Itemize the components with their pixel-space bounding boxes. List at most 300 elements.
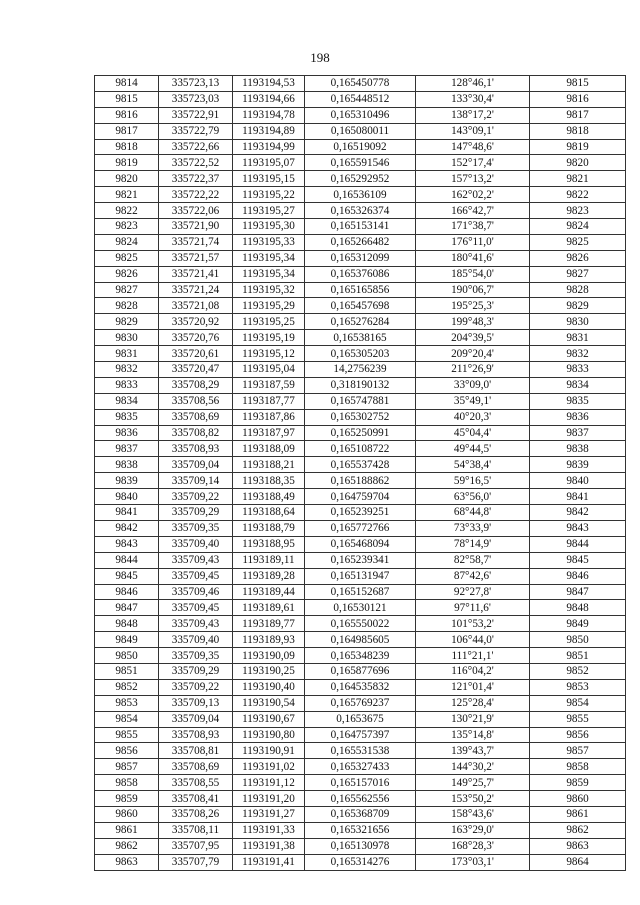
- next-point-cell: 9840: [530, 473, 626, 489]
- table-row: [95, 139, 626, 155]
- table-row: [95, 457, 626, 473]
- y-coordinate-cell: 1193188,95: [233, 536, 305, 552]
- point-number-cell: 9850: [95, 648, 159, 664]
- y-coordinate-cell: 1193189,61: [233, 600, 305, 616]
- distance-cell: 0,165188862: [305, 473, 416, 489]
- distance-cell: 14,2756239: [305, 362, 416, 378]
- direction-angle-cell: 163°29,0': [416, 822, 530, 838]
- next-point-cell: 9835: [530, 393, 626, 409]
- x-coordinate-cell: 335708,26: [159, 806, 233, 822]
- x-coordinate-cell: 335721,41: [159, 266, 233, 282]
- table-row: [95, 441, 626, 457]
- distance-cell: 0,165080011: [305, 123, 416, 139]
- direction-angle-cell: 153°50,2': [416, 791, 530, 807]
- distance-cell: 0,165772766: [305, 520, 416, 536]
- point-number-cell: 9854: [95, 711, 159, 727]
- x-coordinate-cell: 335709,40: [159, 536, 233, 552]
- y-coordinate-cell: 1193195,32: [233, 282, 305, 298]
- table-row: [95, 584, 626, 600]
- y-coordinate-cell: 1193195,12: [233, 346, 305, 362]
- direction-angle-cell: 190°06,7': [416, 282, 530, 298]
- table-row: [95, 838, 626, 854]
- x-coordinate-cell: 335709,14: [159, 473, 233, 489]
- distance-cell: 0,165769237: [305, 695, 416, 711]
- next-point-cell: 9864: [530, 854, 626, 870]
- y-coordinate-cell: 1193195,27: [233, 203, 305, 219]
- point-number-cell: 9856: [95, 743, 159, 759]
- direction-angle-cell: 166°42,7': [416, 203, 530, 219]
- x-coordinate-cell: 335721,90: [159, 219, 233, 235]
- y-coordinate-cell: 1193188,35: [233, 473, 305, 489]
- x-coordinate-cell: 335709,43: [159, 552, 233, 568]
- next-point-cell: 9846: [530, 568, 626, 584]
- y-coordinate-cell: 1193195,29: [233, 298, 305, 314]
- next-point-cell: 9816: [530, 91, 626, 107]
- next-point-cell: 9824: [530, 219, 626, 235]
- direction-angle-cell: 111°21,1': [416, 648, 530, 664]
- direction-angle-cell: 49°44,5': [416, 441, 530, 457]
- table-row: [95, 711, 626, 727]
- distance-cell: 0,165348239: [305, 648, 416, 664]
- direction-angle-cell: 106°44,0': [416, 632, 530, 648]
- table-row: [95, 298, 626, 314]
- point-number-cell: 9815: [95, 91, 159, 107]
- x-coordinate-cell: 335723,13: [159, 76, 233, 92]
- direction-angle-cell: 128°46,1': [416, 76, 530, 92]
- y-coordinate-cell: 1193188,79: [233, 520, 305, 536]
- y-coordinate-cell: 1193195,04: [233, 362, 305, 378]
- table-row: [95, 346, 626, 362]
- direction-angle-cell: 139°43,7': [416, 743, 530, 759]
- x-coordinate-cell: 335708,93: [159, 727, 233, 743]
- direction-angle-cell: 97°11,6': [416, 600, 530, 616]
- point-number-cell: 9821: [95, 187, 159, 203]
- table-row: [95, 536, 626, 552]
- direction-angle-cell: 130°21,9': [416, 711, 530, 727]
- direction-angle-cell: 149°25,7': [416, 775, 530, 791]
- x-coordinate-cell: 335709,43: [159, 616, 233, 632]
- x-coordinate-cell: 335708,69: [159, 759, 233, 775]
- table-row: [95, 632, 626, 648]
- direction-angle-cell: 45°04,4': [416, 425, 530, 441]
- x-coordinate-cell: 335708,56: [159, 393, 233, 409]
- point-number-cell: 9857: [95, 759, 159, 775]
- y-coordinate-cell: 1193195,19: [233, 330, 305, 346]
- y-coordinate-cell: 1193191,27: [233, 806, 305, 822]
- table-row: [95, 155, 626, 171]
- distance-cell: 0,165165856: [305, 282, 416, 298]
- table-row: [95, 330, 626, 346]
- x-coordinate-cell: 335720,76: [159, 330, 233, 346]
- distance-cell: 0,165531538: [305, 743, 416, 759]
- x-coordinate-cell: 335709,45: [159, 600, 233, 616]
- table-row: [95, 362, 626, 378]
- point-number-cell: 9820: [95, 171, 159, 187]
- distance-cell: 0,318190132: [305, 377, 416, 393]
- y-coordinate-cell: 1193187,77: [233, 393, 305, 409]
- direction-angle-cell: 180°41,6': [416, 250, 530, 266]
- next-point-cell: 9820: [530, 155, 626, 171]
- point-number-cell: 9858: [95, 775, 159, 791]
- x-coordinate-cell: 335708,29: [159, 377, 233, 393]
- next-point-cell: 9829: [530, 298, 626, 314]
- point-number-cell: 9859: [95, 791, 159, 807]
- y-coordinate-cell: 1193191,33: [233, 822, 305, 838]
- point-number-cell: 9816: [95, 107, 159, 123]
- y-coordinate-cell: 1193189,93: [233, 632, 305, 648]
- point-number-cell: 9819: [95, 155, 159, 171]
- x-coordinate-cell: 335709,35: [159, 648, 233, 664]
- point-number-cell: 9825: [95, 250, 159, 266]
- table-row: [95, 219, 626, 235]
- direction-angle-cell: 152°17,4': [416, 155, 530, 171]
- point-number-cell: 9861: [95, 822, 159, 838]
- point-number-cell: 9830: [95, 330, 159, 346]
- table-row: [95, 679, 626, 695]
- x-coordinate-cell: 335709,22: [159, 679, 233, 695]
- y-coordinate-cell: 1193187,97: [233, 425, 305, 441]
- x-coordinate-cell: 335708,81: [159, 743, 233, 759]
- next-point-cell: 9819: [530, 139, 626, 155]
- direction-angle-cell: 92°27,8': [416, 584, 530, 600]
- next-point-cell: 9859: [530, 775, 626, 791]
- y-coordinate-cell: 1193188,21: [233, 457, 305, 473]
- distance-cell: 0,165457698: [305, 298, 416, 314]
- distance-cell: 0,1653675: [305, 711, 416, 727]
- table-row: [95, 505, 626, 521]
- x-coordinate-cell: 335721,24: [159, 282, 233, 298]
- point-number-cell: 9847: [95, 600, 159, 616]
- point-number-cell: 9840: [95, 489, 159, 505]
- x-coordinate-cell: 335709,22: [159, 489, 233, 505]
- table-row: [95, 600, 626, 616]
- y-coordinate-cell: 1193189,11: [233, 552, 305, 568]
- next-point-cell: 9844: [530, 536, 626, 552]
- next-point-cell: 9862: [530, 822, 626, 838]
- point-number-cell: 9826: [95, 266, 159, 282]
- y-coordinate-cell: 1193195,34: [233, 250, 305, 266]
- x-coordinate-cell: 335709,13: [159, 695, 233, 711]
- x-coordinate-cell: 335722,06: [159, 203, 233, 219]
- distance-cell: 0,16519092: [305, 139, 416, 155]
- distance-cell: 0,165450778: [305, 76, 416, 92]
- point-number-cell: 9822: [95, 203, 159, 219]
- next-point-cell: 9836: [530, 409, 626, 425]
- x-coordinate-cell: 335721,74: [159, 234, 233, 250]
- y-coordinate-cell: 1193191,41: [233, 854, 305, 870]
- distance-cell: 0,165537428: [305, 457, 416, 473]
- point-number-cell: 9818: [95, 139, 159, 155]
- table-row: [95, 314, 626, 330]
- table-row: [95, 473, 626, 489]
- next-point-cell: 9845: [530, 552, 626, 568]
- point-number-cell: 9849: [95, 632, 159, 648]
- point-number-cell: 9846: [95, 584, 159, 600]
- table-row: [95, 568, 626, 584]
- next-point-cell: 9815: [530, 76, 626, 92]
- point-number-cell: 9842: [95, 520, 159, 536]
- distance-cell: 0,165326374: [305, 203, 416, 219]
- y-coordinate-cell: 1193195,34: [233, 266, 305, 282]
- y-coordinate-cell: 1193195,33: [233, 234, 305, 250]
- direction-angle-cell: 162°02,2': [416, 187, 530, 203]
- distance-cell: 0,165108722: [305, 441, 416, 457]
- direction-angle-cell: 185°54,0': [416, 266, 530, 282]
- x-coordinate-cell: 335709,45: [159, 568, 233, 584]
- point-number-cell: 9843: [95, 536, 159, 552]
- direction-angle-cell: 68°44,8': [416, 505, 530, 521]
- x-coordinate-cell: 335708,69: [159, 409, 233, 425]
- table-row: [95, 425, 626, 441]
- point-number-cell: 9863: [95, 854, 159, 870]
- direction-angle-cell: 35°49,1': [416, 393, 530, 409]
- distance-cell: 0,165266482: [305, 234, 416, 250]
- next-point-cell: 9822: [530, 187, 626, 203]
- next-point-cell: 9821: [530, 171, 626, 187]
- direction-angle-cell: 121°01,4': [416, 679, 530, 695]
- point-number-cell: 9828: [95, 298, 159, 314]
- table-row: [95, 616, 626, 632]
- direction-angle-cell: 204°39,5': [416, 330, 530, 346]
- x-coordinate-cell: 335722,22: [159, 187, 233, 203]
- next-point-cell: 9851: [530, 648, 626, 664]
- direction-angle-cell: 173°03,1': [416, 854, 530, 870]
- x-coordinate-cell: 335723,03: [159, 91, 233, 107]
- y-coordinate-cell: 1193191,38: [233, 838, 305, 854]
- next-point-cell: 9839: [530, 457, 626, 473]
- table-row: [95, 854, 626, 870]
- next-point-cell: 9841: [530, 489, 626, 505]
- distance-cell: 0,165302752: [305, 409, 416, 425]
- table-row: [95, 759, 626, 775]
- point-number-cell: 9834: [95, 393, 159, 409]
- next-point-cell: 9832: [530, 346, 626, 362]
- distance-cell: 0,165327433: [305, 759, 416, 775]
- direction-angle-cell: 158°43,6': [416, 806, 530, 822]
- direction-angle-cell: 211°26,9': [416, 362, 530, 378]
- table-row: [95, 775, 626, 791]
- direction-angle-cell: 195°25,3': [416, 298, 530, 314]
- distance-cell: 0,165153141: [305, 219, 416, 235]
- y-coordinate-cell: 1193190,80: [233, 727, 305, 743]
- distance-cell: 0,165368709: [305, 806, 416, 822]
- y-coordinate-cell: 1193194,89: [233, 123, 305, 139]
- x-coordinate-cell: 335709,40: [159, 632, 233, 648]
- next-point-cell: 9863: [530, 838, 626, 854]
- distance-cell: 0,165312099: [305, 250, 416, 266]
- direction-angle-cell: 176°11,0': [416, 234, 530, 250]
- distance-cell: 0,16536109: [305, 187, 416, 203]
- distance-cell: 0,165250991: [305, 425, 416, 441]
- distance-cell: 0,165131947: [305, 568, 416, 584]
- table-row: [95, 91, 626, 107]
- y-coordinate-cell: 1193195,15: [233, 171, 305, 187]
- direction-angle-cell: 157°13,2': [416, 171, 530, 187]
- y-coordinate-cell: 1193194,78: [233, 107, 305, 123]
- direction-angle-cell: 168°28,3': [416, 838, 530, 854]
- distance-cell: 0,165276284: [305, 314, 416, 330]
- next-point-cell: 9842: [530, 505, 626, 521]
- x-coordinate-cell: 335721,57: [159, 250, 233, 266]
- next-point-cell: 9857: [530, 743, 626, 759]
- distance-cell: 0,16538165: [305, 330, 416, 346]
- next-point-cell: 9825: [530, 234, 626, 250]
- next-point-cell: 9850: [530, 632, 626, 648]
- distance-cell: 0,165321656: [305, 822, 416, 838]
- point-number-cell: 9817: [95, 123, 159, 139]
- x-coordinate-cell: 335722,79: [159, 123, 233, 139]
- table-row: [95, 203, 626, 219]
- point-number-cell: 9851: [95, 663, 159, 679]
- x-coordinate-cell: 335709,46: [159, 584, 233, 600]
- direction-angle-cell: 87°42,6': [416, 568, 530, 584]
- y-coordinate-cell: 1193187,86: [233, 409, 305, 425]
- x-coordinate-cell: 335708,11: [159, 822, 233, 838]
- next-point-cell: 9823: [530, 203, 626, 219]
- direction-angle-cell: 171°38,7': [416, 219, 530, 235]
- distance-cell: 0,165562556: [305, 791, 416, 807]
- next-point-cell: 9826: [530, 250, 626, 266]
- x-coordinate-cell: 335708,41: [159, 791, 233, 807]
- point-number-cell: 9824: [95, 234, 159, 250]
- y-coordinate-cell: 1193194,53: [233, 76, 305, 92]
- next-point-cell: 9818: [530, 123, 626, 139]
- distance-cell: 0,165239251: [305, 505, 416, 521]
- y-coordinate-cell: 1193191,02: [233, 759, 305, 775]
- y-coordinate-cell: 1193195,30: [233, 219, 305, 235]
- next-point-cell: 9837: [530, 425, 626, 441]
- table-row: [95, 822, 626, 838]
- distance-cell: 0,165877696: [305, 663, 416, 679]
- distance-cell: 0,165448512: [305, 91, 416, 107]
- next-point-cell: 9858: [530, 759, 626, 775]
- distance-cell: 0,165376086: [305, 266, 416, 282]
- y-coordinate-cell: 1193190,25: [233, 663, 305, 679]
- x-coordinate-cell: 335722,66: [159, 139, 233, 155]
- y-coordinate-cell: 1193195,07: [233, 155, 305, 171]
- y-coordinate-cell: 1193189,28: [233, 568, 305, 584]
- next-point-cell: 9830: [530, 314, 626, 330]
- direction-angle-cell: 209°20,4': [416, 346, 530, 362]
- point-number-cell: 9837: [95, 441, 159, 457]
- distance-cell: 0,165747881: [305, 393, 416, 409]
- direction-angle-cell: 135°14,8': [416, 727, 530, 743]
- table-row: [95, 552, 626, 568]
- distance-cell: 0,164759704: [305, 489, 416, 505]
- distance-cell: 0,164535832: [305, 679, 416, 695]
- table-row: [95, 393, 626, 409]
- direction-angle-cell: 143°09,1': [416, 123, 530, 139]
- y-coordinate-cell: 1193190,54: [233, 695, 305, 711]
- next-point-cell: 9854: [530, 695, 626, 711]
- x-coordinate-cell: 335721,08: [159, 298, 233, 314]
- y-coordinate-cell: 1193190,40: [233, 679, 305, 695]
- point-number-cell: 9823: [95, 219, 159, 235]
- y-coordinate-cell: 1193189,77: [233, 616, 305, 632]
- direction-angle-cell: 138°17,2': [416, 107, 530, 123]
- table-row: [95, 187, 626, 203]
- table-row: [95, 695, 626, 711]
- direction-angle-cell: 33°09,0': [416, 377, 530, 393]
- y-coordinate-cell: 1193191,20: [233, 791, 305, 807]
- distance-cell: 0,165591546: [305, 155, 416, 171]
- y-coordinate-cell: 1193188,49: [233, 489, 305, 505]
- point-number-cell: 9848: [95, 616, 159, 632]
- direction-angle-cell: 40°20,3': [416, 409, 530, 425]
- direction-angle-cell: 54°38,4': [416, 457, 530, 473]
- distance-cell: 0,165305203: [305, 346, 416, 362]
- point-number-cell: 9841: [95, 505, 159, 521]
- direction-angle-cell: 116°04,2': [416, 663, 530, 679]
- y-coordinate-cell: 1193191,12: [233, 775, 305, 791]
- next-point-cell: 9828: [530, 282, 626, 298]
- direction-angle-cell: 63°56,0': [416, 489, 530, 505]
- point-number-cell: 9855: [95, 727, 159, 743]
- point-number-cell: 9839: [95, 473, 159, 489]
- point-number-cell: 9832: [95, 362, 159, 378]
- direction-angle-cell: 125°28,4': [416, 695, 530, 711]
- point-number-cell: 9836: [95, 425, 159, 441]
- y-coordinate-cell: 1193190,91: [233, 743, 305, 759]
- y-coordinate-cell: 1193188,64: [233, 505, 305, 521]
- x-coordinate-cell: 335707,79: [159, 854, 233, 870]
- distance-cell: 0,165292952: [305, 171, 416, 187]
- x-coordinate-cell: 335720,61: [159, 346, 233, 362]
- y-coordinate-cell: 1193194,66: [233, 91, 305, 107]
- x-coordinate-cell: 335707,95: [159, 838, 233, 854]
- table-row: [95, 791, 626, 807]
- next-point-cell: 9847: [530, 584, 626, 600]
- point-number-cell: 9814: [95, 76, 159, 92]
- table-row: [95, 489, 626, 505]
- distance-cell: 0,165157016: [305, 775, 416, 791]
- direction-angle-cell: 101°53,2': [416, 616, 530, 632]
- x-coordinate-cell: 335722,37: [159, 171, 233, 187]
- table-row: [95, 282, 626, 298]
- table-row: [95, 409, 626, 425]
- point-number-cell: 9835: [95, 409, 159, 425]
- y-coordinate-cell: 1193194,99: [233, 139, 305, 155]
- distance-cell: 0,164757397: [305, 727, 416, 743]
- table-row: [95, 663, 626, 679]
- table-row: [95, 648, 626, 664]
- table-row: [95, 806, 626, 822]
- y-coordinate-cell: 1193187,59: [233, 377, 305, 393]
- distance-cell: 0,165468094: [305, 536, 416, 552]
- point-number-cell: 9838: [95, 457, 159, 473]
- distance-cell: 0,165550022: [305, 616, 416, 632]
- point-number-cell: 9845: [95, 568, 159, 584]
- point-number-cell: 9833: [95, 377, 159, 393]
- x-coordinate-cell: 335720,47: [159, 362, 233, 378]
- point-number-cell: 9844: [95, 552, 159, 568]
- direction-angle-cell: 78°14,9': [416, 536, 530, 552]
- distance-cell: 0,165314276: [305, 854, 416, 870]
- direction-angle-cell: 133°30,4': [416, 91, 530, 107]
- y-coordinate-cell: 1193190,67: [233, 711, 305, 727]
- direction-angle-cell: 147°48,6': [416, 139, 530, 155]
- coordinates-table-body: [95, 76, 626, 871]
- next-point-cell: 9843: [530, 520, 626, 536]
- distance-cell: 0,165310496: [305, 107, 416, 123]
- distance-cell: 0,165152687: [305, 584, 416, 600]
- distance-cell: 0,165130978: [305, 838, 416, 854]
- page-number: 198: [310, 50, 330, 65]
- next-point-cell: 9861: [530, 806, 626, 822]
- point-number-cell: 9827: [95, 282, 159, 298]
- x-coordinate-cell: 335720,92: [159, 314, 233, 330]
- next-point-cell: 9834: [530, 377, 626, 393]
